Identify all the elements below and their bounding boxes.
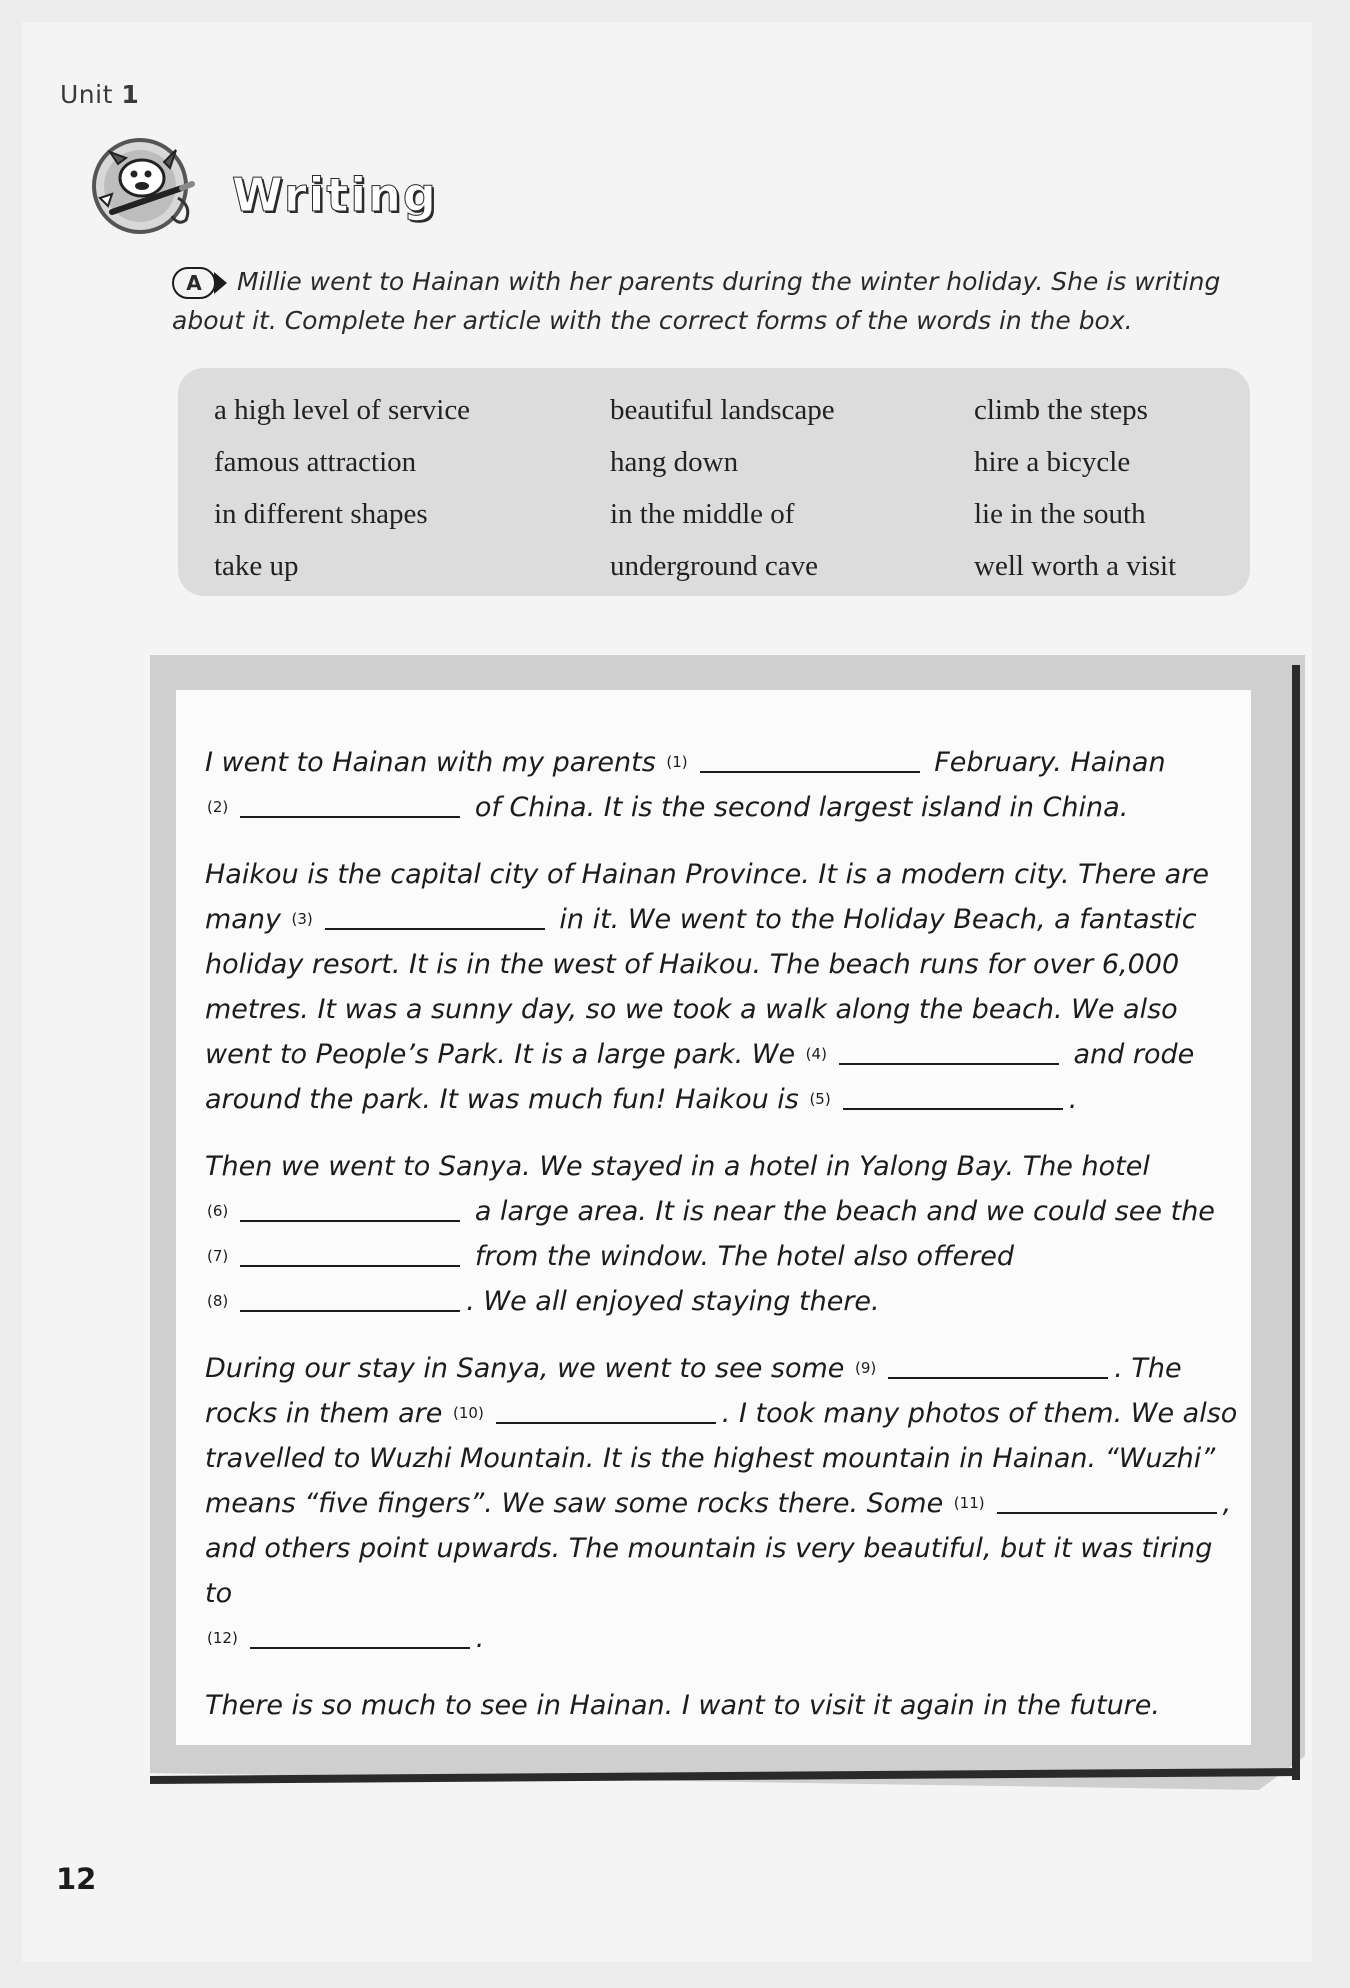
blank-number: (10) [453,1404,484,1422]
unit-number: 1 [121,80,140,109]
blank-line-12[interactable] [250,1647,470,1649]
word-column-2 [610,384,835,592]
unit-label [60,80,139,109]
word-item: underground cave [610,550,819,582]
word-box [178,368,1250,596]
exercise-letter: A [172,267,216,299]
blank-number: (11) [953,1494,985,1512]
word-item: in different shapes [214,498,428,530]
blank-line-1[interactable] [700,771,920,773]
blank-line-5[interactable] [843,1108,1063,1110]
article-paragraph-3 [205,1144,1245,1324]
text: . [1068,1084,1078,1115]
word-item: in the middle of [610,498,795,530]
text: and rode around the park. It was much fun! Haikou is [205,1039,1195,1115]
text: of China. It is the second largest island in China. [474,792,1129,823]
exercise-instructions [172,262,1232,340]
text: I went to Hainan with my parents [205,747,656,778]
blank-number: (4) [805,1045,827,1063]
word-column-3 [974,384,1176,592]
text: , and others point upwards. The mountain is very beautiful, but it was tiring to [205,1488,1232,1609]
blank-line-3[interactable] [325,928,545,930]
blank-number: (1) [666,753,688,771]
blank-number: (5) [809,1090,831,1108]
word-item: a high level of service [214,394,471,426]
word-item: take up [214,550,299,582]
article [205,740,1245,1750]
word-item: well worth a visit [974,550,1177,582]
blank-line-4[interactable] [839,1063,1059,1065]
page-number: 12 [56,1862,97,1896]
blank-number: (8) [207,1292,229,1310]
blank-number: (2) [207,798,229,816]
play-arrow-icon [214,272,227,294]
section-title: Writing [232,168,438,222]
writing-mascot-icon [82,128,217,238]
text: . We all enjoyed staying there. [466,1286,880,1317]
text: . The rocks in them are [205,1353,1182,1429]
blank-line-9[interactable] [888,1377,1108,1379]
blank-line-2[interactable] [240,816,460,818]
paper-edge [1292,665,1300,1780]
word-item: climb the steps [974,394,1148,426]
instruction-text: Millie went to Hainan with her parents during the winter holiday. She is writing about it. Complete her article with the correct forms of the words in the box. [172,267,1221,335]
article-paragraph-4 [205,1346,1245,1661]
text: a large area. It is near the beach and we could see the [474,1196,1215,1227]
blank-line-10[interactable] [496,1422,716,1424]
blank-line-6[interactable] [240,1220,460,1222]
article-paragraph-2 [205,852,1245,1122]
text: in it. We went to the Holiday Beach, a fantastic holiday resort. It is in the west of Haikou. The beach runs for over 6,000 metres. It was a sunny day, so we took a walk along the beach. We also went to People’s Park. It is a large park. We [205,904,1197,1070]
word-column-1 [214,384,470,592]
text: . [475,1623,485,1654]
blank-line-11[interactable] [997,1512,1217,1514]
unit-word: Unit [60,80,113,109]
word-item: famous attraction [214,446,417,478]
blank-number: (12) [207,1629,238,1647]
blank-line-7[interactable] [240,1265,460,1267]
word-item: hire a bicycle [974,446,1131,478]
word-item: hang down [610,446,739,478]
word-item: beautiful landscape [610,394,835,426]
blank-number: (9) [855,1359,877,1377]
text: . I took many photos of them. We also travelled to Wuzhi Mountain. It is the highest mountain in Hainan. “Wuzhi” means “five fingers”. We saw some rocks there. Some [205,1398,1238,1519]
text: Haikou is the capital city of Hainan Province. It is a modern city. There are many [205,859,1209,935]
article-paragraph-5: There is so much to see in Hainan. I want to visit it again in the future. [205,1690,1160,1721]
blank-number: (7) [207,1247,229,1265]
blank-number: (3) [291,910,313,928]
text: Then we went to Sanya. We stayed in a hotel in Yalong Bay. The hotel [205,1151,1150,1182]
blank-line-8[interactable] [240,1310,460,1312]
article-paragraph-1 [205,740,1245,830]
text: February. Hainan [934,747,1166,778]
exercise-a-badge [172,267,227,299]
word-item: lie in the south [974,498,1146,530]
text: from the window. The hotel also offered [474,1241,1015,1272]
text: During our stay in Sanya, we went to see some [205,1353,845,1384]
blank-number: (6) [207,1202,229,1220]
